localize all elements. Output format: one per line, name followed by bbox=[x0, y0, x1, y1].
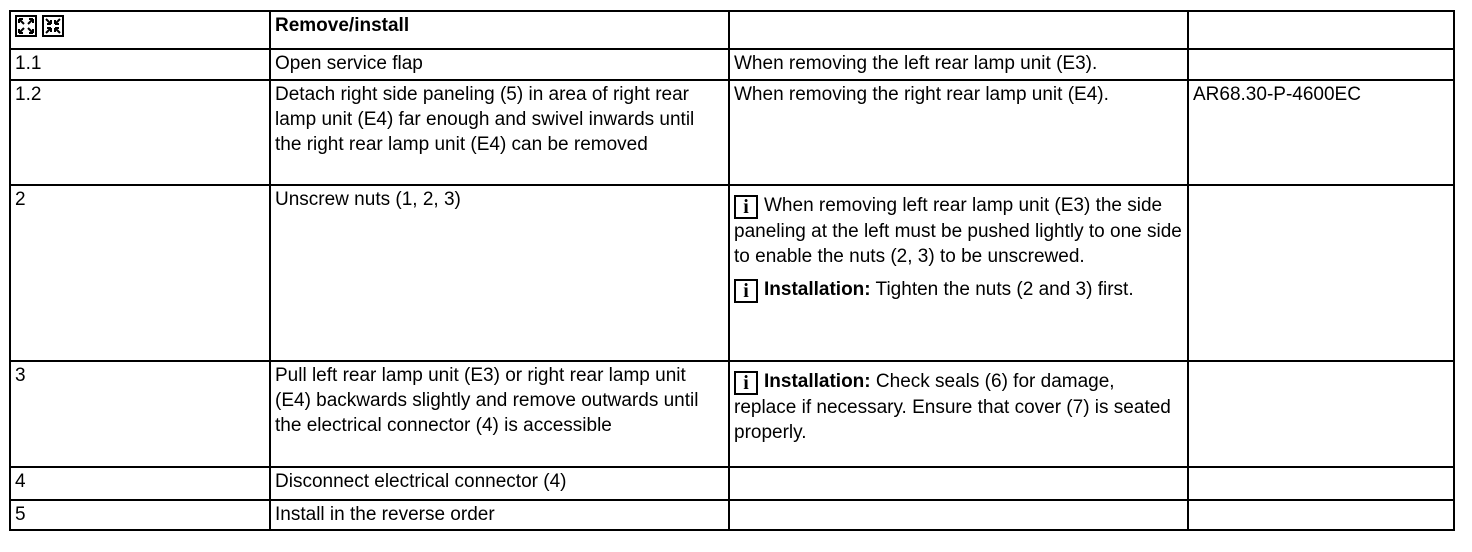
step-ref bbox=[1188, 467, 1454, 500]
step-ref bbox=[1188, 185, 1454, 361]
table-header-row bbox=[10, 11, 1454, 49]
step-number: 1.1 bbox=[10, 49, 270, 80]
info-note bbox=[734, 193, 1182, 269]
step-action: Open service flap bbox=[270, 49, 729, 80]
info-icon: i bbox=[734, 195, 758, 219]
step-ref bbox=[1188, 361, 1454, 467]
note-label: Installation: bbox=[764, 371, 871, 392]
step-ref bbox=[1188, 500, 1454, 530]
step-note: When removing the left rear lamp unit (E3). bbox=[729, 49, 1188, 80]
step-action: Unscrew nuts (1, 2, 3) bbox=[270, 185, 729, 361]
step-number: 5 bbox=[10, 500, 270, 530]
note-text: When removing left rear lamp unit (E3) the side paneling at the left must be pushed lightly to one side to enable the nuts (2, 3) to be unscrewed. bbox=[734, 195, 1182, 267]
header-col4 bbox=[1188, 11, 1454, 49]
step-note: When removing the right rear lamp unit (E4). bbox=[729, 80, 1188, 185]
header-icons-cell bbox=[10, 11, 270, 49]
info-note bbox=[734, 369, 1182, 445]
step-number: 4 bbox=[10, 467, 270, 500]
step-action: Disconnect electrical connector (4) bbox=[270, 467, 729, 500]
note-text: Tighten the nuts (2 and 3) first. bbox=[870, 279, 1134, 300]
table-row bbox=[10, 361, 1454, 467]
header-col3 bbox=[729, 11, 1188, 49]
table-row bbox=[10, 185, 1454, 361]
info-note bbox=[734, 277, 1182, 303]
step-number: 2 bbox=[10, 185, 270, 361]
step-action: Install in the reverse order bbox=[270, 500, 729, 530]
step-notes-cell bbox=[729, 361, 1188, 467]
table-title: Remove/install bbox=[270, 11, 729, 49]
info-icon: i bbox=[734, 371, 758, 395]
table-row bbox=[10, 49, 1454, 80]
table-row bbox=[10, 500, 1454, 530]
note-text: Check seals (6) for damage, replace if necessary. Ensure that cover (7) is seated properly. bbox=[734, 371, 1171, 443]
collapse-icon[interactable] bbox=[42, 15, 64, 37]
step-number: 1.2 bbox=[10, 80, 270, 185]
step-ref[interactable]: AR68.30-P-4600EC bbox=[1188, 80, 1454, 185]
step-number: 3 bbox=[10, 361, 270, 467]
note-label: Installation: bbox=[764, 279, 871, 300]
table-row bbox=[10, 80, 1454, 185]
expand-icon[interactable] bbox=[15, 15, 37, 37]
info-icon: i bbox=[734, 279, 758, 303]
step-ref bbox=[1188, 49, 1454, 80]
step-notes-cell bbox=[729, 185, 1188, 361]
step-action: Pull left rear lamp unit (E3) or right rear lamp unit (E4) backwards slightly and remove outwards until the electrical connector (4) is accessible bbox=[270, 361, 729, 467]
step-action: Detach right side paneling (5) in area of right rear lamp unit (E4) far enough and swivel inwards until the right rear lamp unit (E4) can be removed bbox=[270, 80, 729, 185]
procedure-table bbox=[9, 10, 1455, 531]
table-row bbox=[10, 467, 1454, 500]
step-note bbox=[729, 500, 1188, 530]
step-note bbox=[729, 467, 1188, 500]
